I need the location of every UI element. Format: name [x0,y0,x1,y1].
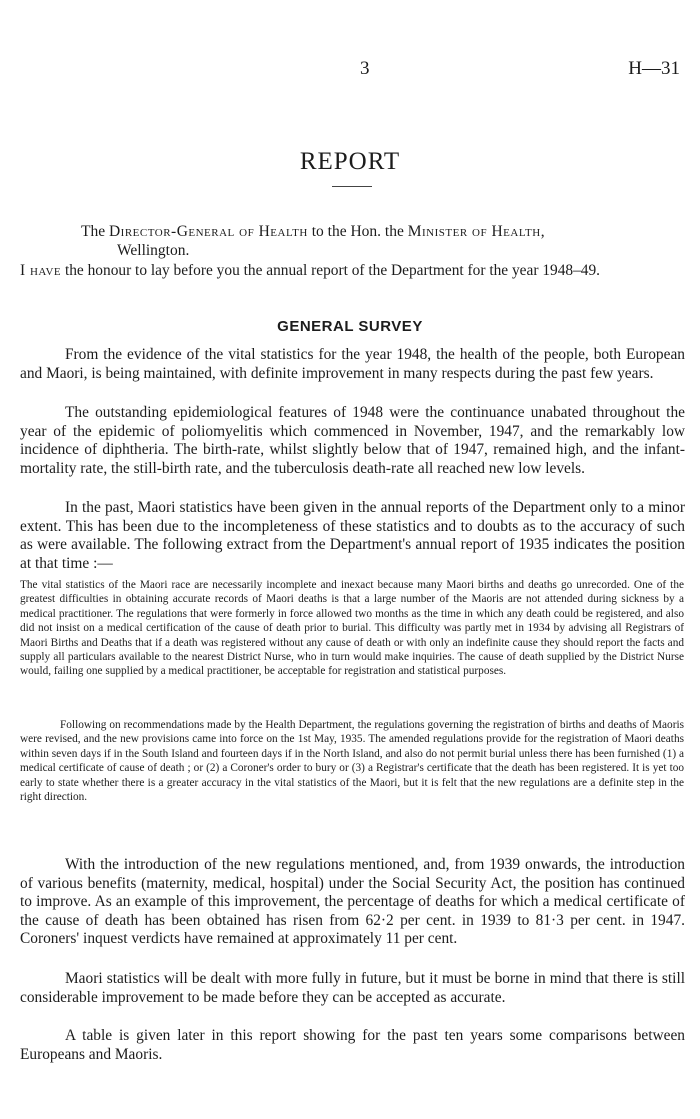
address-text: of [467,223,492,240]
paragraph-epidemiology: The outstanding epidemiological features of 1948 were the continuance unabated throughout the year of the epidemic of poliomyelitis which commenced in November, 1947, and the remarkably low incidence of diphtheria. The birth-rate, whilst slightly below that of 1947, remained high, and the infant-mortality rate, the still-birth rate, and the tuberculosis death-rate all reached new low levels. [20,404,685,477]
intro-lead: I have [20,262,62,279]
address-text: of [234,223,259,240]
quote-paragraph-2: Following on recommendations made by the Health Department, the regulations governing the registration of births and deaths of Maoris were revised, and the new provisions came into force on the 1st May, 1935. The amended regulations provide for the registration of Maori deaths within seven days if in the South Island and fourteen days if in the North Island, and also do not permit burial unless there has been furnished (1) a medical certificate of cause of death ; or (2) a Coroner's order to bury or (3) a Registrar's certificate that the death has been registered. It is yet too early to state whether there is a greater accuracy in the vital statistics of the Maori, but it is felt that the new regulations are a definite step in the right direction. [20,719,684,804]
intro-text: the honour to lay before you the annual report of the Department for the year 1948–49. [61,262,601,279]
address-minister: Minister [407,223,468,240]
paragraph-new-regulations: With the introduction of the new regulations mentioned, and, from 1939 onwards, the introduction of various benefits (maternity, medical, hospital) under the Social Security Act, the position has continued to improve. As an example of this improvement, the percentage of deaths for which a medical certificate of the cause of death has been obtained has risen from 62·2 per cent. in 1939 to 81·3 per cent. in 1947. Coroners' inquest verdicts have remained at approximately 11 per cent. [20,856,685,948]
address-line [81,222,685,241]
report-title: REPORT [299,148,401,175]
paragraph-evidence: From the evidence of the vital statistics for the year 1948, the health of the people, both European and Maori, is being maintained, with definite improvement in many respects during the past few years. [20,346,685,382]
address-hon: Hon. [350,223,382,240]
address-text: the [381,223,408,240]
address-director-general: Director-General [108,223,235,240]
quote-paragraph-1: The vital statistics of the Maori race are necessarily incomplete and inexact because many Maori births and deaths go unrecorded. One of the greatest difficulties in obtaining accurate records of Maori deaths is that a large number of the Maoris are not attended during sickness by a medical practitioner. The regulations that were formerly in force allowed two months as the time in which any death could be registered, and also did not insist on a medical certification of the cause of death prior to burial. This difficulty was partly met in 1934 by advising all Registrars of Maori Births and Deaths that if a death was registered without any cause of death or with only an indefinite cause they should report the facts and supply all particulars available to the nearest District Nurse, who in turn would make inquiries. The cause of death supplied by the District Nurse would, failing one supplied by a medical practitioner, be acceptable for registration and statistical purposes. [20,579,684,678]
paragraph-future-statistics: Maori statistics will be dealt with more fully in future, but it must be borne in mind that there is still considerable improvement to be made before they can be accepted as accurate. [20,970,685,1006]
address-block [81,222,685,260]
intro-paragraph [20,262,685,281]
address-text: to the [307,223,351,240]
paragraph-maori-statistics: In the past, Maori statistics have been given in the annual reports of the Department only to a minor extent. This has been due to the incompleteness of these statistics and to doubts as to the accuracy of such as were available. The following extract from the Department's annual report of 1935 indicates the position at that time :— [20,499,685,572]
document-reference: H—31 [628,58,680,79]
address-city: Wellington. [117,242,190,259]
address-health: Health [258,223,308,240]
address-health-2: Health, [491,223,546,240]
title-rule [332,186,372,187]
page-number: 3 [360,58,370,79]
paragraph-comparison-table: A table is given later in this report showing for the past ten years some comparisons between Europeans and Maoris. [20,1027,685,1063]
section-heading: GENERAL SURVEY [277,318,423,335]
address-text: The [81,223,109,240]
